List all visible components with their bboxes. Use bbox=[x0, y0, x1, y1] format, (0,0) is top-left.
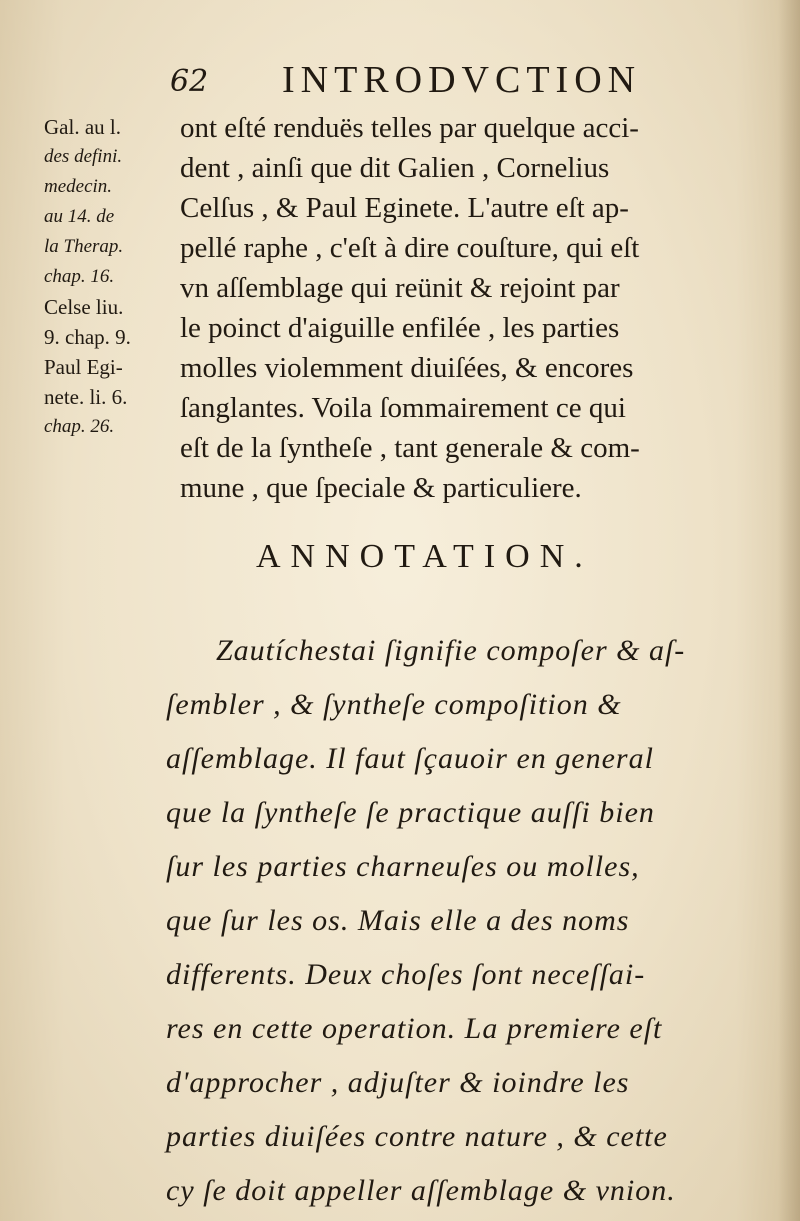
main-text-line: mune , que ſpeciale & particuliere. bbox=[180, 472, 582, 504]
margin-notes bbox=[44, 112, 184, 442]
section-heading: ANNOTATION. bbox=[256, 538, 593, 575]
main-text-line: eſt de la ſyntheſe , tant generale & com- bbox=[180, 432, 640, 464]
annotation-block bbox=[166, 624, 786, 1218]
margin-note-line: nete. li. 6. bbox=[44, 385, 128, 409]
annotation-line: aſſemblage. Il faut ſçauoir en general bbox=[166, 742, 654, 775]
main-text-line: le poinct d'aiguille enfilée , les parties bbox=[180, 312, 620, 344]
margin-note-line: au 14. de bbox=[44, 206, 115, 227]
annotation-line: que la ſyntheſe ſe practique auſſi bien bbox=[166, 796, 655, 829]
main-text-line: ſanglantes. Voila ſommairement ce qui bbox=[180, 392, 626, 424]
annotation-line: Zautíchestai ſignifie compoſer & aſ- bbox=[216, 634, 686, 667]
margin-note-line: la Therap. bbox=[44, 236, 124, 257]
margin-note-line: Gal. au l. bbox=[44, 115, 121, 139]
main-text-line: dent , ainſi que dit Galien , Cornelius bbox=[180, 152, 610, 184]
margin-note-line: Paul Egi- bbox=[44, 355, 123, 379]
running-title: INTRODVCTION bbox=[282, 59, 642, 101]
annotation-line: res en cette operation. La premiere eſt bbox=[166, 1012, 663, 1045]
annotation-line: ſembler , & ſyntheſe compoſition & bbox=[166, 688, 622, 721]
main-text-line: Celſus , & Paul Eginete. L'autre eſt ap- bbox=[180, 192, 629, 224]
annotation-line: que ſur les os. Mais elle a des noms bbox=[166, 904, 630, 937]
annotation-line: d'approcher , adjuſter & ioindre les bbox=[166, 1066, 630, 1099]
margin-note-line: medecin. bbox=[44, 176, 113, 197]
margin-note-line: des defini. bbox=[44, 146, 123, 167]
margin-note-line: chap. 16. bbox=[44, 266, 115, 287]
main-text-line: pellé raphe , c'eſt à dire couſture, qui eſt bbox=[180, 232, 640, 264]
margin-note-line: 9. chap. 9. bbox=[44, 325, 131, 349]
margin-note-line: Celse liu. bbox=[44, 295, 124, 319]
page-number: 62 bbox=[170, 64, 209, 99]
annotation-line: parties diuiſées contre nature , & cette bbox=[166, 1120, 668, 1153]
annotation-line: ſur les parties charneuſes ou molles, bbox=[166, 850, 640, 883]
main-text-line: ont eſté renduës telles par quelque acci- bbox=[180, 112, 639, 144]
main-text-block bbox=[180, 108, 770, 508]
margin-note-line: chap. 26. bbox=[44, 416, 115, 437]
main-text-line: molles violemment diuiſées, & encores bbox=[180, 352, 634, 384]
main-text-line: vn aſſemblage qui reünit & rejoint par bbox=[180, 272, 620, 304]
annotation-line: differents. Deux choſes ſont neceſſai- bbox=[166, 958, 646, 991]
annotation-line: cy ſe doit appeller aſſemblage & vnion. bbox=[166, 1174, 676, 1207]
